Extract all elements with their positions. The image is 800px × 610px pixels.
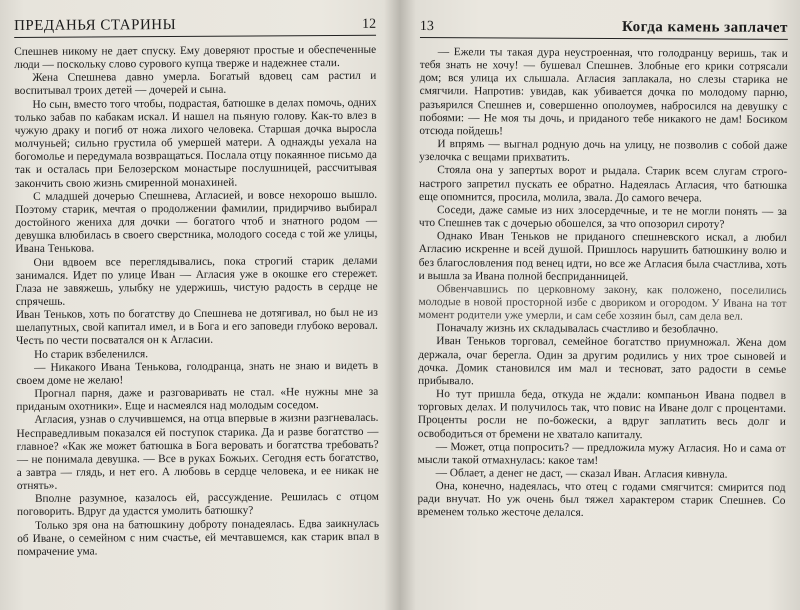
paragraph: — Ежели ты такая дура неустроенная, что голодранцу веришь, так и тебя знать не хочу! — бушевал Спешнев. Злобные его крики сотрясали дом; вся улица их слышала. Агласия заплакала, но слезы старика не смягчили. Напротив: увидав, как убивается дочка по молодому парню, разъярился Спешнев и, совершенно ополоумев, набросился на девушку с побоями: — Не моя ты дочь, и приданого тебе никакого не дам! Босиком отсюда пойдешь! [419,46,788,138]
left-page-header [14,16,376,38]
left-running-title: ПРЕДАНЬЯ СТАРИНЫ [14,17,177,34]
left-page [14,16,380,598]
left-page-number: 12 [361,16,377,32]
paragraph: — Никакого Ивана Тенькова, голодранца, знать не знаю и видеть в своем доме не желаю! [16,359,379,387]
paragraph: Но старик взбеленился. [34,347,149,361]
paragraph: Обвенчавшись по церковному закону, как положено, поселились молодые в новой просторной избе с двориком и огородом. У Ивана на тот момент родители уже умерли, и сам себе хозяин был, сам дела вел. [418,282,787,323]
paragraph: — Может, отца попросить? — предложила мужу Агласия. Но и сама от мысли такой отмахнулась: какое там! [417,440,786,467]
paragraph: Спешнев никому не дает спуску. Ему доверяют простые и обеспеченные люди — поскольку слово сурового купца тверже и надежнее стали. [14,43,377,72]
paragraph: Однако Иван Теньков не приданого спешневского искал, а любил Агласию искренне и всей душой. Пришлось нарушить батюшкину волю и без благословления под венец идти, но все же Агласия была счастлива, хоть и вышла за Ивана полной бесприданницей. [418,230,787,283]
paragraph: Вполне разумное, казалось ей, рассуждение. Решилась с отцом поговорить. Вдруг да удастся умолить батюшку? [16,491,379,519]
paragraph: Она, конечно, надеялась, что отец с годами смягчится: смирится под ради внучат. Но уж очень был тяжел характером старик Спешнев. Со временем только жесточе делался. [417,480,786,520]
right-page [417,18,788,600]
paragraph: — Облает, а денег не даст, — сказал Иван. Агласия кивнула. [435,467,728,481]
paragraph: Но сын, вместо того чтобы, подрастая, батюшке в делах помочь, одних только забав по кабакам искал. И нашел на пьяную голову. Как-то влез в чужую драку и погиб от ножа лихого человека. Старшая дочка выросла молчуньей; сильно грустила об умершей матери. А однажды уехала на богомолье и передумала возвращаться. Послала отцу покаянное письмо да так и осталась при Белозерском монастыре послушницей, рассчитывая закончить свою жизнь смиренной монахиней. [14,96,377,190]
paragraph: С младшей дочерью Спешнева, Агласией, и вовсе нехорошо вышло. Поэтому старик, мечтая о продолжении фамилии, придирчиво выбирал достойного жениха для дочки — богатого чтоб и знатного родом — девушка влюбилась в своего сверстника, молодого соседа с той же улицы, Ивана Тенькова. [15,188,378,256]
paragraph: Только зря она на батюшкину доброту понадеялась. Едва заикнулась об Иване, о семейном с ним счастье, ей мечтавшемся, как старик впал в помрачение ума. [17,517,380,558]
right-page-header [420,18,788,40]
paragraph: И впрямь — выгнал родную дочь на улицу, не позволив с собой даже узелочка с вещами прихватить. [419,138,788,165]
paragraph: Агласия, узнав о случившемся, на отца впервые в жизни разгневалась. Несправедливым показался ей поступок старика. Да и разве богатство — главное? «Как же может батюшка в Бога веровать и богатства требовать? — не понимала девушка. — Все в руках Божьих. Сегодня есть богатство, а завтра — глядь, и нет его. А любовь в сердце человека, и ее никак не отнять». [16,412,379,493]
paragraph: Иван Теньков, хоть по богатству до Спешнева не дотягивал, но был не из шелапутных, свой капитал имел, и в Бога и его заповеди глубоко веровал. Честь по чести посватался он к Агласии. [15,306,378,348]
paragraph: Жена Спешнева давно умерла. Богатый вдовец сам растил и воспитывал троих детей — дочерей и сына. [14,70,377,98]
right-page-body [417,46,787,522]
paragraph: Но тут пришла беда, откуда не ждали: компаньон Ивана подвел в торговых делах. И получилось так, что повис на Иване долг с процентами. Проценты росли не по-божески, а вдруг заплатить весь долг и освободиться от бремени не хватало капиталу. [417,388,787,441]
paragraph: Прогнал парня, даже и разговаривать не стал. «Не нужны мне за приданым охотники». Еще и насмеялся над молодым соседом. [16,385,379,414]
paragraph: Соседи, даже самые из них злосердечные, и те не могли понять — за что Спешнев так с дочерью обошелся, за что опозорил сироту? [418,203,788,231]
right-running-title: Когда камень заплачет [621,19,788,36]
paragraph: Поначалу жизнь их складывалась счастливо и безоблачно. [436,322,719,336]
left-page-body [14,44,379,559]
right-page-number: 13 [419,18,434,35]
paragraph: Они вдвоем все переглядывались, пока строгий старик делами занимался. Идет по улице Иван — Агласия уже в окошке его стережет. Глаза не завяжешь, улыбку не удержишь, чистую радость в сердце не спрячешь. [15,254,378,308]
paragraph: Иван Теньков торговал, семейное богатство приумножал. Жена дом держала, очаг берегла. Один за другим родились у них трое сыновей и дочка. Домик становился им мал и тесноват, зато радости в семье прибывало. [418,335,787,388]
paragraph: Стояла она у запертых ворот и рыдала. Старик всем слугам строго-настрого запретил пускать ее обратно. Надеялась Агласия, что батюшка еще опомнится, просила, молила, звала. До самого вечера. [419,164,788,205]
